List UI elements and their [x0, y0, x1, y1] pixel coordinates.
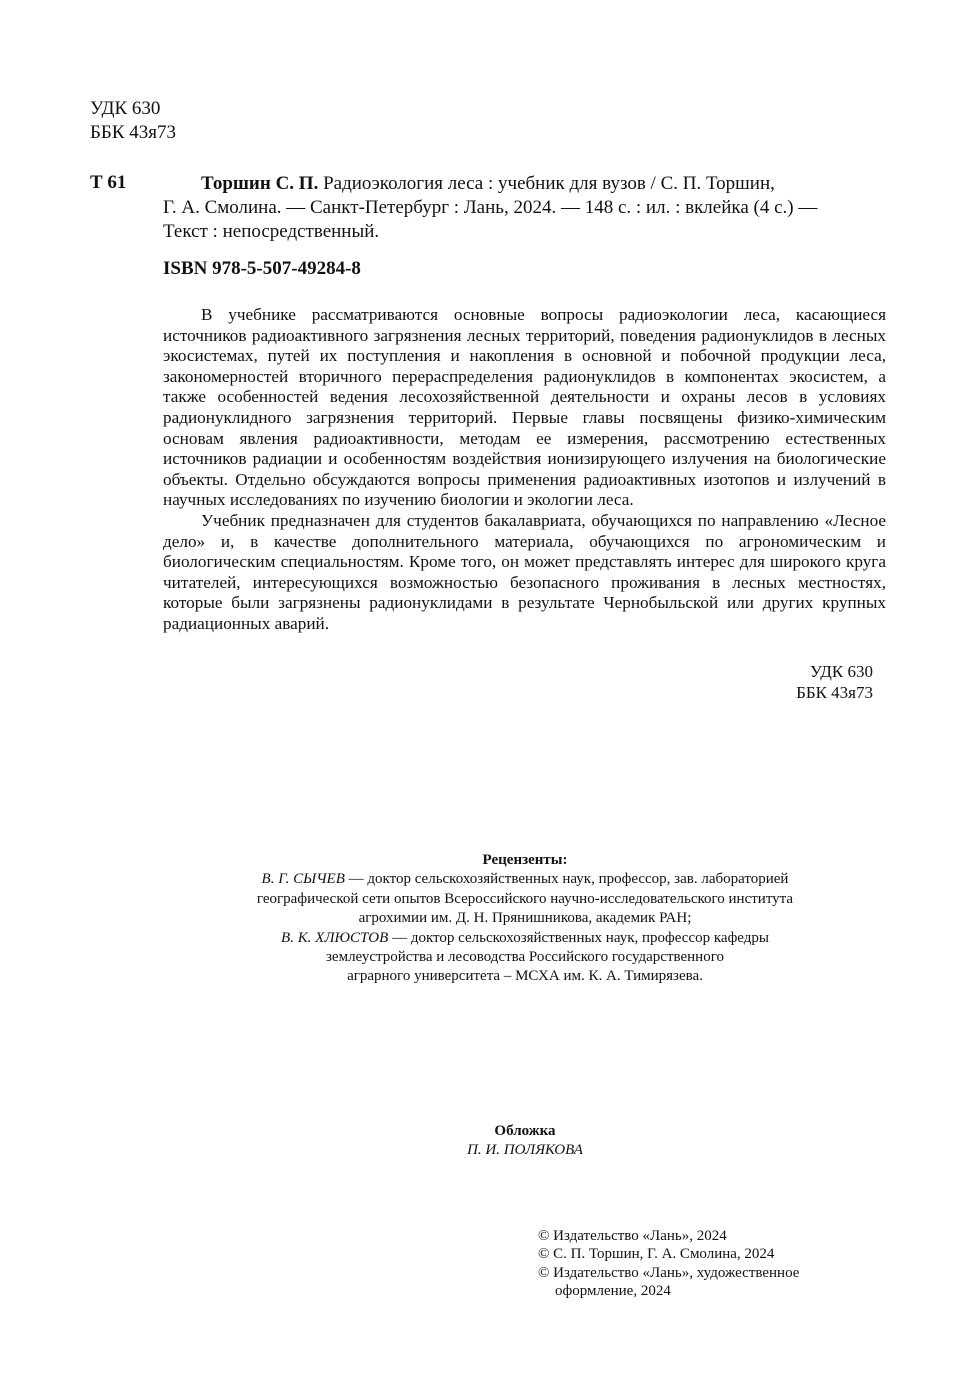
- reviewer-2-line-3: аграрного университета – МСХА им. К. А. Тимирязева.: [347, 968, 703, 985]
- reviewer-1-line-1: [150, 870, 900, 889]
- biblio-line-2: Г. А. Смолина. — Санкт-Петербург : Лань, 2024. — 148 с. : ил. : вклейка (4 с.) —: [163, 197, 818, 218]
- reviewer-1-name: В. Г. СЫЧЕВ: [261, 871, 345, 888]
- bbk-code: ББК 43я73: [90, 122, 176, 143]
- biblio-line-1: [163, 172, 886, 196]
- reviewer-2-line-1: [150, 929, 900, 948]
- udk-code-bottom: УДК 630: [809, 662, 873, 681]
- cover-credit: [380, 1122, 670, 1161]
- abstract-paragraph-2: Учебник предназначен для студентов бакалавриата, обучающихся по направлению «Лесное дело» и, в качестве дополнительного материала, обучающихся по агрономическим и биологическим специальностям. Кроме того, он может представлять интерес для широкого круга читателей, интересующихся возможностью безопасного проживания в лесных местностях, которые были загрязнены радионуклидами в результате Чернобыльской или других крупных радиационных аварий.: [163, 510, 886, 633]
- reviewer-2-text-a: — доктор сельскохозяйственных наук, профессор кафедры: [388, 929, 769, 946]
- abstract-paragraph-1: В учебнике рассматриваются основные вопросы радиоэкологии леса, касающиеся источников радиоактивного загрязнения лесных территорий, поведения радионуклидов в лесных экосистемах, путей их поступления и накопления в основной и побочной продукции леса, закономерностей вторичного перераспределения радионуклидов в компонентах экосистем, а также особенностей ведения лесохозяйственной деятельности и охраны лесов в условиях радионуклидного загрязнения территорий. Первые главы посвящены физико-химическим основам явления радиоактивности, методам ее измерения, рассмотрению естественных источников радиации и особенностям воздействия ионизирующего излучения на биологические объекты. Отдельно обсуждаются вопросы применения радиоактивных изотопов и излучений в научных исследованиях по изучению биологии и экологии леса.: [163, 305, 886, 510]
- isbn: ISBN 978-5-507-49284-8: [163, 258, 361, 279]
- reviewers-heading: Рецензенты:: [482, 852, 568, 868]
- author-mark: Т 61: [90, 172, 127, 193]
- biblio-title: Радиоэкология леса : учебник для вузов / С. П. Торшин,: [323, 173, 775, 194]
- bbk-code-bottom: ББК 43я73: [796, 683, 873, 702]
- top-classification-codes: [90, 97, 176, 145]
- bibliographic-record: [163, 172, 886, 244]
- reviewer-1-text-a: — доктор сельскохозяйственных наук, профессор, зав. лабораторией: [344, 871, 789, 888]
- reviewer-1-line-2: географической сети опытов Всероссийского научно-исследовательского института: [256, 890, 794, 907]
- biblio-line-3: Текст : непосредственный.: [163, 221, 380, 242]
- copyright-line-4: оформление, 2024: [555, 1283, 671, 1300]
- biblio-authors: Торшин С. П.: [201, 173, 319, 194]
- reviewer-2-line-2: землеустройства и лесоводства Российского государственного: [326, 949, 724, 966]
- copyright-line-1: © Издательство «Лань», 2024: [538, 1228, 727, 1244]
- copyright-line-2: © С. П. Торшин, Г. А. Смолина, 2024: [538, 1246, 775, 1263]
- copyright-block: [538, 1227, 868, 1301]
- udk-code: УДК 630: [90, 98, 161, 119]
- reviewer-1-line-3: агрохимии им. Д. Н. Прянишникова, академик РАН;: [358, 910, 692, 927]
- abstract: [163, 305, 886, 635]
- copyright-line-3: © Издательство «Лань», художественное: [538, 1264, 800, 1281]
- cover-heading: Обложка: [494, 1123, 556, 1139]
- bottom-classification-codes: [700, 661, 873, 703]
- reviewer-2-name: В. К. ХЛЮСТОВ: [281, 929, 389, 946]
- cover-designer: П. И. ПОЛЯКОВА: [467, 1142, 583, 1159]
- reviewers-block: [150, 851, 900, 987]
